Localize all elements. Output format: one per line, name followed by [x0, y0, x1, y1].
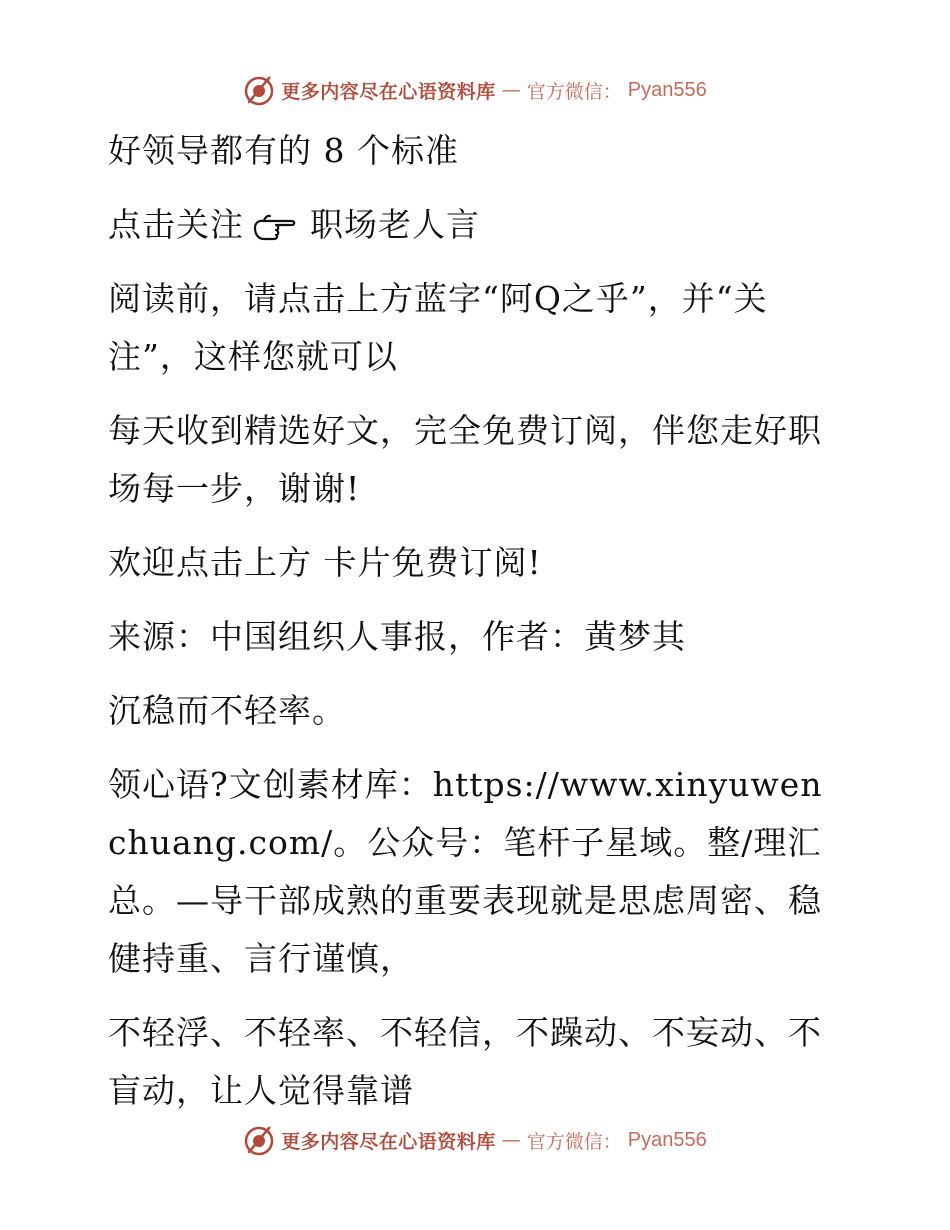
banner-wechat-id: Pyan556 — [627, 1128, 707, 1151]
banner-wechat-label: 官方微信： — [526, 1130, 622, 1153]
banner-inner — [243, 74, 707, 106]
follow-suffix: 职场老人言 — [310, 205, 480, 244]
banner-dash: — — [501, 79, 521, 101]
document-body — [98, 122, 838, 1136]
paragraph-read-notice: 阅读前，请点击上方蓝字“阿Q之乎”，并“关注”，这样您就可以 — [108, 279, 768, 376]
paragraph-welcome: 欢迎点击上方 卡片免费订阅! — [108, 543, 542, 582]
banner-wechat-label: 官方微信： — [526, 80, 622, 103]
paragraph-body-1: 领心语?文创素材库：https://www.xinyuwenchuang.com/。公众号：笔杆子星域。整/理汇总。—导干部成熟的重要表现就是思虑周密、稳健持重、言行谨慎， — [108, 765, 823, 978]
paragraph-subscribe: 每天收到精选好文，完全免费订阅，伴您走好职场每一步，谢谢! — [108, 411, 822, 508]
paragraph-body-2: 不轻浮、不轻率、不轻信，不躁动、不妄动、不盲动，让人觉得靠谱 — [108, 1013, 822, 1110]
banner-inner — [243, 1124, 707, 1156]
follow-line — [98, 196, 838, 254]
quill-seal-icon — [243, 1124, 275, 1156]
paragraph-source: 来源：中国组织人事报，作者：黄梦其 — [108, 617, 686, 656]
footer-watermark-banner — [0, 1120, 950, 1160]
banner-main-text: 更多内容尽在心语资料库 — [281, 1130, 496, 1153]
quill-seal-icon — [243, 74, 275, 106]
header-watermark-banner — [0, 70, 950, 110]
banner-main-text: 更多内容尽在心语资料库 — [281, 80, 496, 103]
pointing-hand-icon — [252, 212, 298, 242]
banner-wechat-id: Pyan556 — [627, 78, 707, 101]
document-title: 好领导都有的 8 个标准 — [108, 131, 459, 170]
paragraph-heading-steady: 沉稳而不轻率。 — [108, 691, 346, 730]
banner-dash: — — [501, 1129, 521, 1151]
follow-prefix: 点击关注 — [108, 205, 244, 244]
